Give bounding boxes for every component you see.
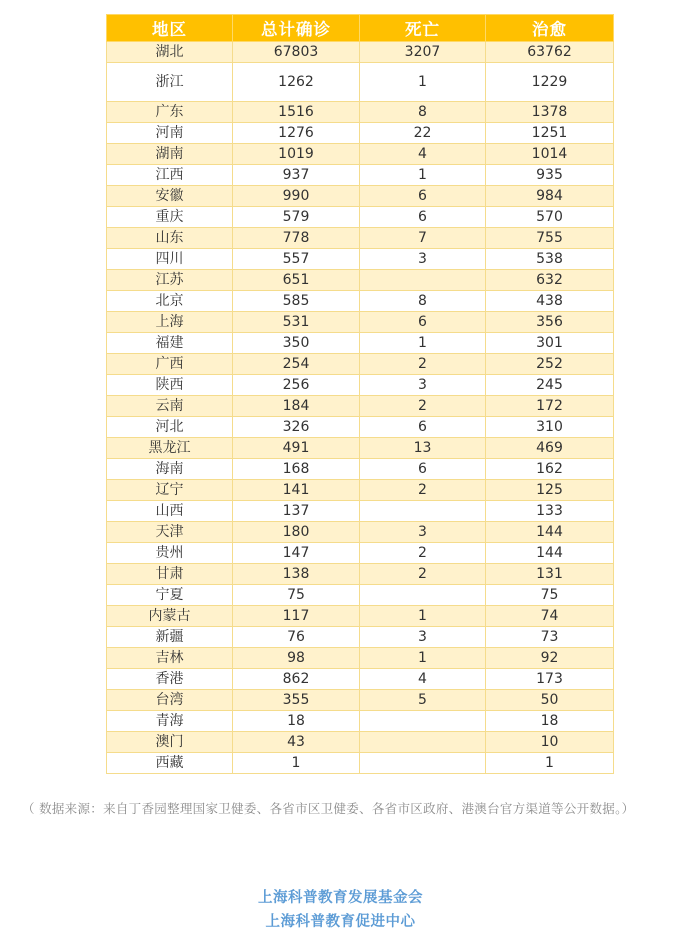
cell-deaths: 1 bbox=[360, 606, 486, 627]
cell-total-confirmed: 531 bbox=[233, 312, 360, 333]
cell-region: 山西 bbox=[107, 501, 233, 522]
cell-region: 广西 bbox=[107, 354, 233, 375]
table-row bbox=[107, 396, 614, 417]
cell-total-confirmed: 147 bbox=[233, 543, 360, 564]
cell-recovered: 632 bbox=[486, 270, 614, 291]
table-row bbox=[107, 648, 614, 669]
table-header-row bbox=[107, 15, 614, 42]
table-row bbox=[107, 669, 614, 690]
statistics-table bbox=[106, 14, 614, 774]
cell-total-confirmed: 350 bbox=[233, 333, 360, 354]
cell-region: 澳门 bbox=[107, 732, 233, 753]
cell-total-confirmed: 778 bbox=[233, 228, 360, 249]
table-row bbox=[107, 606, 614, 627]
table-row bbox=[107, 564, 614, 585]
table-row bbox=[107, 165, 614, 186]
cell-total-confirmed: 180 bbox=[233, 522, 360, 543]
cell-region: 内蒙古 bbox=[107, 606, 233, 627]
table-row bbox=[107, 186, 614, 207]
cell-deaths: 22 bbox=[360, 123, 486, 144]
cell-deaths bbox=[360, 732, 486, 753]
cell-recovered: 935 bbox=[486, 165, 614, 186]
table-row bbox=[107, 417, 614, 438]
cell-deaths: 1 bbox=[360, 63, 486, 102]
table-row bbox=[107, 312, 614, 333]
table-row bbox=[107, 42, 614, 63]
cell-deaths: 7 bbox=[360, 228, 486, 249]
cell-total-confirmed: 355 bbox=[233, 690, 360, 711]
cell-recovered: 144 bbox=[486, 543, 614, 564]
cell-total-confirmed: 75 bbox=[233, 585, 360, 606]
cell-total-confirmed: 141 bbox=[233, 480, 360, 501]
cell-recovered: 438 bbox=[486, 291, 614, 312]
table-row bbox=[107, 333, 614, 354]
cell-deaths: 2 bbox=[360, 354, 486, 375]
cell-deaths: 5 bbox=[360, 690, 486, 711]
table-row bbox=[107, 270, 614, 291]
cell-total-confirmed: 98 bbox=[233, 648, 360, 669]
cell-total-confirmed: 1262 bbox=[233, 63, 360, 102]
cell-deaths: 3 bbox=[360, 375, 486, 396]
cell-total-confirmed: 579 bbox=[233, 207, 360, 228]
table-row bbox=[107, 228, 614, 249]
cell-deaths: 2 bbox=[360, 480, 486, 501]
cell-recovered: 162 bbox=[486, 459, 614, 480]
cell-deaths bbox=[360, 501, 486, 522]
cell-region: 上海 bbox=[107, 312, 233, 333]
cell-recovered: 356 bbox=[486, 312, 614, 333]
cell-recovered: 144 bbox=[486, 522, 614, 543]
cell-deaths: 8 bbox=[360, 291, 486, 312]
header-deaths: 死亡 bbox=[360, 15, 486, 42]
cell-recovered: 1378 bbox=[486, 102, 614, 123]
cell-recovered: 73 bbox=[486, 627, 614, 648]
cell-region: 河北 bbox=[107, 417, 233, 438]
header-recovered: 治愈 bbox=[486, 15, 614, 42]
cell-region: 吉林 bbox=[107, 648, 233, 669]
cell-recovered: 131 bbox=[486, 564, 614, 585]
table-row bbox=[107, 123, 614, 144]
table-row bbox=[107, 63, 614, 102]
cell-total-confirmed: 254 bbox=[233, 354, 360, 375]
cell-region: 河南 bbox=[107, 123, 233, 144]
table-row bbox=[107, 711, 614, 732]
statistics-table-container bbox=[106, 14, 613, 774]
cell-total-confirmed: 651 bbox=[233, 270, 360, 291]
cell-deaths: 6 bbox=[360, 459, 486, 480]
header-total-confirmed: 总计确诊 bbox=[233, 15, 360, 42]
organization-name-secondary: 上海科普教育促进中心 bbox=[265, 914, 416, 930]
cell-region: 北京 bbox=[107, 291, 233, 312]
table-row bbox=[107, 438, 614, 459]
cell-region: 重庆 bbox=[107, 207, 233, 228]
cell-recovered: 18 bbox=[486, 711, 614, 732]
cell-recovered: 50 bbox=[486, 690, 614, 711]
cell-deaths: 3207 bbox=[360, 42, 486, 63]
organization-name-primary: 上海科普教育发展基金会 bbox=[258, 890, 423, 906]
cell-recovered: 570 bbox=[486, 207, 614, 228]
cell-region: 山东 bbox=[107, 228, 233, 249]
cell-total-confirmed: 117 bbox=[233, 606, 360, 627]
cell-total-confirmed: 1 bbox=[233, 753, 360, 774]
cell-total-confirmed: 76 bbox=[233, 627, 360, 648]
cell-total-confirmed: 43 bbox=[233, 732, 360, 753]
cell-total-confirmed: 937 bbox=[233, 165, 360, 186]
cell-region: 四川 bbox=[107, 249, 233, 270]
cell-deaths bbox=[360, 711, 486, 732]
cell-total-confirmed: 138 bbox=[233, 564, 360, 585]
cell-total-confirmed: 18 bbox=[233, 711, 360, 732]
cell-total-confirmed: 67803 bbox=[233, 42, 360, 63]
table-row bbox=[107, 102, 614, 123]
data-source-note: （ 数据来源：来自丁香园整理国家卫健委、各省市区卫健委、各省市区政府、港澳台官方渠道等公开数据。） bbox=[22, 801, 635, 816]
cell-region: 台湾 bbox=[107, 690, 233, 711]
cell-deaths: 6 bbox=[360, 417, 486, 438]
cell-deaths: 1 bbox=[360, 165, 486, 186]
cell-region: 福建 bbox=[107, 333, 233, 354]
cell-deaths: 3 bbox=[360, 627, 486, 648]
cell-total-confirmed: 557 bbox=[233, 249, 360, 270]
cell-deaths bbox=[360, 270, 486, 291]
cell-region: 陕西 bbox=[107, 375, 233, 396]
cell-total-confirmed: 184 bbox=[233, 396, 360, 417]
cell-recovered: 92 bbox=[486, 648, 614, 669]
cell-region: 青海 bbox=[107, 711, 233, 732]
cell-total-confirmed: 1276 bbox=[233, 123, 360, 144]
table-row bbox=[107, 501, 614, 522]
cell-total-confirmed: 1019 bbox=[233, 144, 360, 165]
cell-region: 西藏 bbox=[107, 753, 233, 774]
cell-recovered: 538 bbox=[486, 249, 614, 270]
cell-region: 广东 bbox=[107, 102, 233, 123]
cell-recovered: 310 bbox=[486, 417, 614, 438]
table-row bbox=[107, 291, 614, 312]
cell-region: 湖南 bbox=[107, 144, 233, 165]
cell-region: 宁夏 bbox=[107, 585, 233, 606]
cell-recovered: 63762 bbox=[486, 42, 614, 63]
cell-deaths: 6 bbox=[360, 186, 486, 207]
cell-recovered: 1014 bbox=[486, 144, 614, 165]
cell-recovered: 469 bbox=[486, 438, 614, 459]
cell-total-confirmed: 256 bbox=[233, 375, 360, 396]
cell-recovered: 1251 bbox=[486, 123, 614, 144]
cell-deaths: 8 bbox=[360, 102, 486, 123]
cell-deaths: 3 bbox=[360, 522, 486, 543]
cell-deaths: 2 bbox=[360, 543, 486, 564]
cell-deaths: 2 bbox=[360, 396, 486, 417]
cell-recovered: 984 bbox=[486, 186, 614, 207]
cell-total-confirmed: 990 bbox=[233, 186, 360, 207]
table-row bbox=[107, 207, 614, 228]
cell-deaths: 2 bbox=[360, 564, 486, 585]
header-region: 地区 bbox=[107, 15, 233, 42]
cell-total-confirmed: 491 bbox=[233, 438, 360, 459]
cell-total-confirmed: 862 bbox=[233, 669, 360, 690]
table-row bbox=[107, 480, 614, 501]
cell-region: 安徽 bbox=[107, 186, 233, 207]
cell-deaths: 3 bbox=[360, 249, 486, 270]
table-row bbox=[107, 732, 614, 753]
cell-recovered: 1 bbox=[486, 753, 614, 774]
cell-region: 江西 bbox=[107, 165, 233, 186]
cell-region: 新疆 bbox=[107, 627, 233, 648]
table-row bbox=[107, 585, 614, 606]
cell-total-confirmed: 137 bbox=[233, 501, 360, 522]
table-row bbox=[107, 249, 614, 270]
cell-recovered: 301 bbox=[486, 333, 614, 354]
table-row bbox=[107, 354, 614, 375]
cell-total-confirmed: 585 bbox=[233, 291, 360, 312]
table-row bbox=[107, 375, 614, 396]
cell-recovered: 1229 bbox=[486, 63, 614, 102]
cell-recovered: 10 bbox=[486, 732, 614, 753]
cell-region: 香港 bbox=[107, 669, 233, 690]
cell-deaths: 4 bbox=[360, 144, 486, 165]
table-body bbox=[107, 42, 614, 774]
cell-total-confirmed: 168 bbox=[233, 459, 360, 480]
cell-recovered: 74 bbox=[486, 606, 614, 627]
cell-region: 甘肃 bbox=[107, 564, 233, 585]
cell-recovered: 125 bbox=[486, 480, 614, 501]
cell-region: 云南 bbox=[107, 396, 233, 417]
cell-deaths: 6 bbox=[360, 312, 486, 333]
cell-recovered: 755 bbox=[486, 228, 614, 249]
cell-total-confirmed: 326 bbox=[233, 417, 360, 438]
cell-region: 湖北 bbox=[107, 42, 233, 63]
cell-region: 海南 bbox=[107, 459, 233, 480]
cell-deaths bbox=[360, 585, 486, 606]
cell-region: 浙江 bbox=[107, 63, 233, 102]
cell-recovered: 133 bbox=[486, 501, 614, 522]
cell-region: 黑龙江 bbox=[107, 438, 233, 459]
cell-region: 辽宁 bbox=[107, 480, 233, 501]
table-row bbox=[107, 627, 614, 648]
cell-deaths: 1 bbox=[360, 333, 486, 354]
table-row bbox=[107, 753, 614, 774]
table-row bbox=[107, 690, 614, 711]
cell-recovered: 172 bbox=[486, 396, 614, 417]
cell-total-confirmed: 1516 bbox=[233, 102, 360, 123]
cell-deaths: 4 bbox=[360, 669, 486, 690]
cell-region: 贵州 bbox=[107, 543, 233, 564]
cell-recovered: 173 bbox=[486, 669, 614, 690]
cell-recovered: 245 bbox=[486, 375, 614, 396]
table-row bbox=[107, 144, 614, 165]
cell-deaths: 6 bbox=[360, 207, 486, 228]
cell-recovered: 252 bbox=[486, 354, 614, 375]
cell-recovered: 75 bbox=[486, 585, 614, 606]
cell-deaths: 13 bbox=[360, 438, 486, 459]
cell-deaths: 1 bbox=[360, 648, 486, 669]
cell-region: 江苏 bbox=[107, 270, 233, 291]
table-row bbox=[107, 522, 614, 543]
cell-region: 天津 bbox=[107, 522, 233, 543]
table-row bbox=[107, 543, 614, 564]
table-row bbox=[107, 459, 614, 480]
cell-deaths bbox=[360, 753, 486, 774]
